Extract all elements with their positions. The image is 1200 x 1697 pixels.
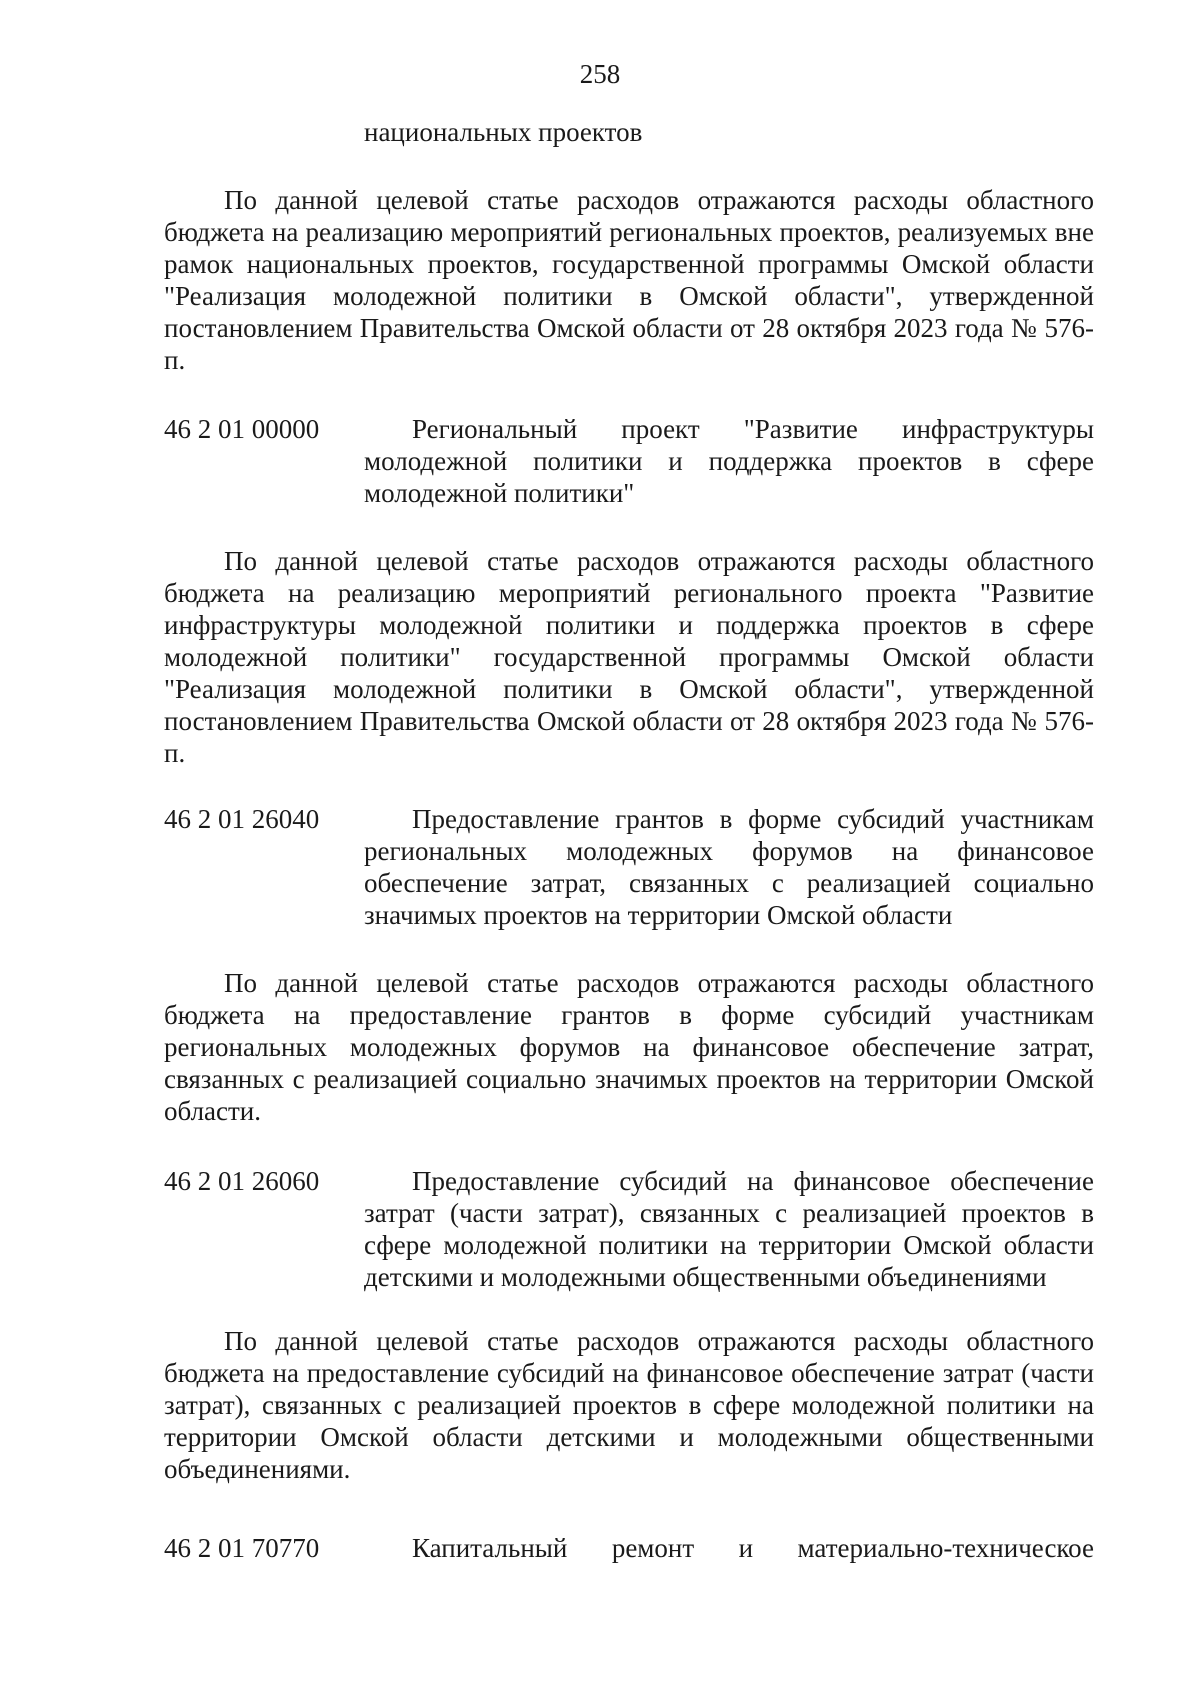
- description-paragraph: По данной целевой статье расходов отражаются расходы областного бюджета на реализацию мероприятий региональных проектов, реализуемых вне рамок национальных проектов, государственной программы Омской области "Реализация молодежной политики в Омской области", утвержденной постановлением Правительства Омской области от 28 октября 2023 года № 576-п.: [164, 185, 1094, 375]
- budget-entry: [164, 1165, 1094, 1293]
- entry-title: Капитальный ремонт и материально-техническое: [412, 1533, 1094, 1563]
- entry-title: Предоставление грантов в форме субсидий участникам региональных молодежных форумов на финансовое обеспечение затрат, связанных с реализацией социально значимых проектов на территории Омской области: [364, 804, 1094, 930]
- description-paragraph: По данной целевой статье расходов отражаются расходы областного бюджета на предоставление грантов в форме субсидий участникам региональных молодежных форумов на финансовое обеспечение затрат, связанных с реализацией социально значимых проектов на территории Омской области.: [164, 968, 1094, 1126]
- budget-entry: [164, 1532, 1094, 1564]
- budget-entry: [164, 803, 1094, 931]
- description-paragraph: По данной целевой статье расходов отражаются расходы областного бюджета на предоставление субсидий на финансовое обеспечение затрат (части затрат), связанных с реализацией проектов в сфере молодежной политики на территории Омской области детскими и молодежными общественными объединениями.: [164, 1326, 1094, 1484]
- heading-continuation: национальных проектов: [364, 117, 643, 147]
- page-number: 258: [579, 59, 621, 89]
- description-paragraph: По данной целевой статье расходов отражаются расходы областного бюджета на реализацию мероприятий регионального проекта "Развитие инфраструктуры молодежной политики и поддержка проектов в сфере молодежной политики" государственной программы Омской области "Реализация молодежной политики в Омской области", утвержденной постановлением Правительства Омской области от 28 октября 2023 года № 576-п.: [164, 546, 1094, 768]
- entry-title: Региональный проект "Развитие инфраструктуры молодежной политики и поддержка проектов в сфере молодежной политики": [364, 414, 1094, 508]
- classification-code: 46 2 01 26060: [164, 1166, 320, 1196]
- entry-title: Предоставление субсидий на финансовое обеспечение затрат (части затрат), связанных с реализацией проектов в сфере молодежной политики на территории Омской области детскими и молодежными общественными объединениями: [364, 1166, 1094, 1292]
- classification-code: 46 2 01 26040: [164, 804, 320, 834]
- classification-code: 46 2 01 70770: [164, 1533, 320, 1563]
- classification-code: 46 2 01 00000: [164, 414, 320, 444]
- budget-entry: [164, 413, 1094, 509]
